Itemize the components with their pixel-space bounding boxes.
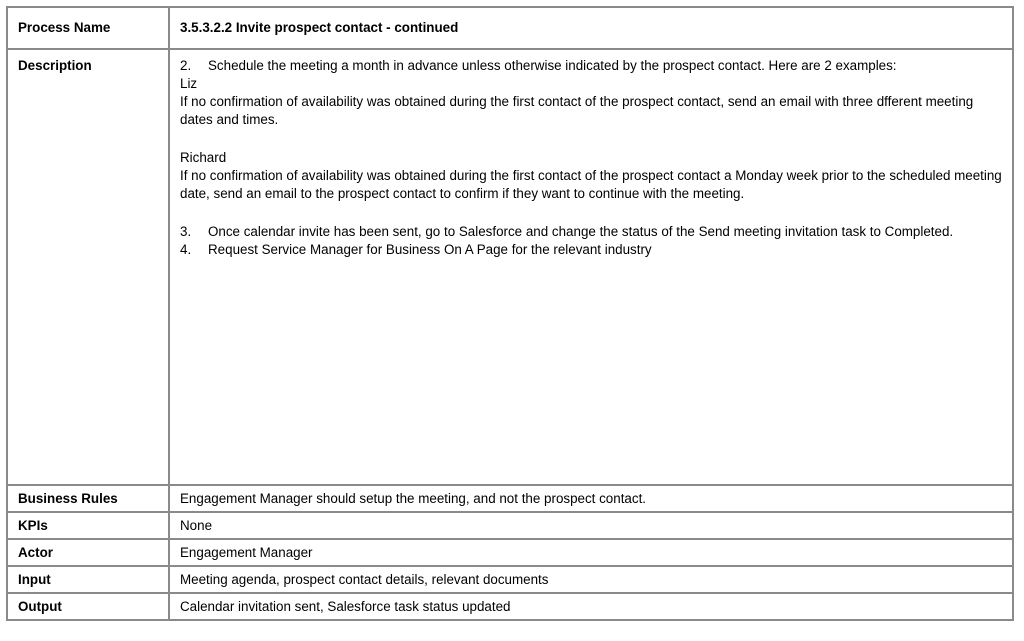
step-3-number: 3. xyxy=(180,224,192,239)
row-process-name xyxy=(7,7,1013,49)
process-table xyxy=(6,6,1014,621)
label-input: Input xyxy=(7,566,169,593)
label-business-rules: Business Rules xyxy=(7,485,169,512)
step-4-number: 4. xyxy=(180,242,192,257)
example-2-text: If no confirmation of availability was obtained during the first contact of the prospect contact a Monday week prior to the scheduled meeting date, send an email to the prospect contact to confirm if they want to continue with the meeting. xyxy=(180,168,1002,201)
label-description: Description xyxy=(7,49,169,485)
step-2-text: Schedule the meeting a month in advance unless otherwise indicated by the prospect contact. Here are 2 examples: xyxy=(208,58,897,73)
output-value: Calendar invitation sent, Salesforce task status updated xyxy=(169,593,1013,620)
step-2 xyxy=(180,57,1002,75)
step-3 xyxy=(180,223,1002,241)
description-value xyxy=(169,49,1013,485)
row-business-rules xyxy=(7,485,1013,512)
step-3-text: Once calendar invite has been sent, go to Salesforce and change the status of the Send meeting invitation task to Completed. xyxy=(208,224,954,239)
step-4 xyxy=(180,241,1002,259)
label-output: Output xyxy=(7,593,169,620)
step-2-number: 2. xyxy=(180,58,192,73)
example-1-name: Liz xyxy=(180,76,198,91)
input-value: Meeting agenda, prospect contact details, relevant documents xyxy=(169,566,1013,593)
step-4-text: Request Service Manager for Business On A Page for the relevant industry xyxy=(208,242,652,257)
row-description xyxy=(7,49,1013,485)
label-kpis: KPIs xyxy=(7,512,169,539)
actor-value: Engagement Manager xyxy=(169,539,1013,566)
example-2-name: Richard xyxy=(180,150,227,165)
label-actor: Actor xyxy=(7,539,169,566)
kpis-value: None xyxy=(169,512,1013,539)
row-kpis xyxy=(7,512,1013,539)
label-process-name: Process Name xyxy=(7,7,169,49)
business-rules-value: Engagement Manager should setup the meeting, and not the prospect contact. xyxy=(169,485,1013,512)
row-output xyxy=(7,593,1013,620)
example-1-text: If no confirmation of availability was obtained during the first contact of the prospect contact, send an email with three dfferent meeting dates and times. xyxy=(180,94,974,127)
row-actor xyxy=(7,539,1013,566)
row-input xyxy=(7,566,1013,593)
process-name-value: 3.5.3.2.2 Invite prospect contact - continued xyxy=(169,7,1013,49)
